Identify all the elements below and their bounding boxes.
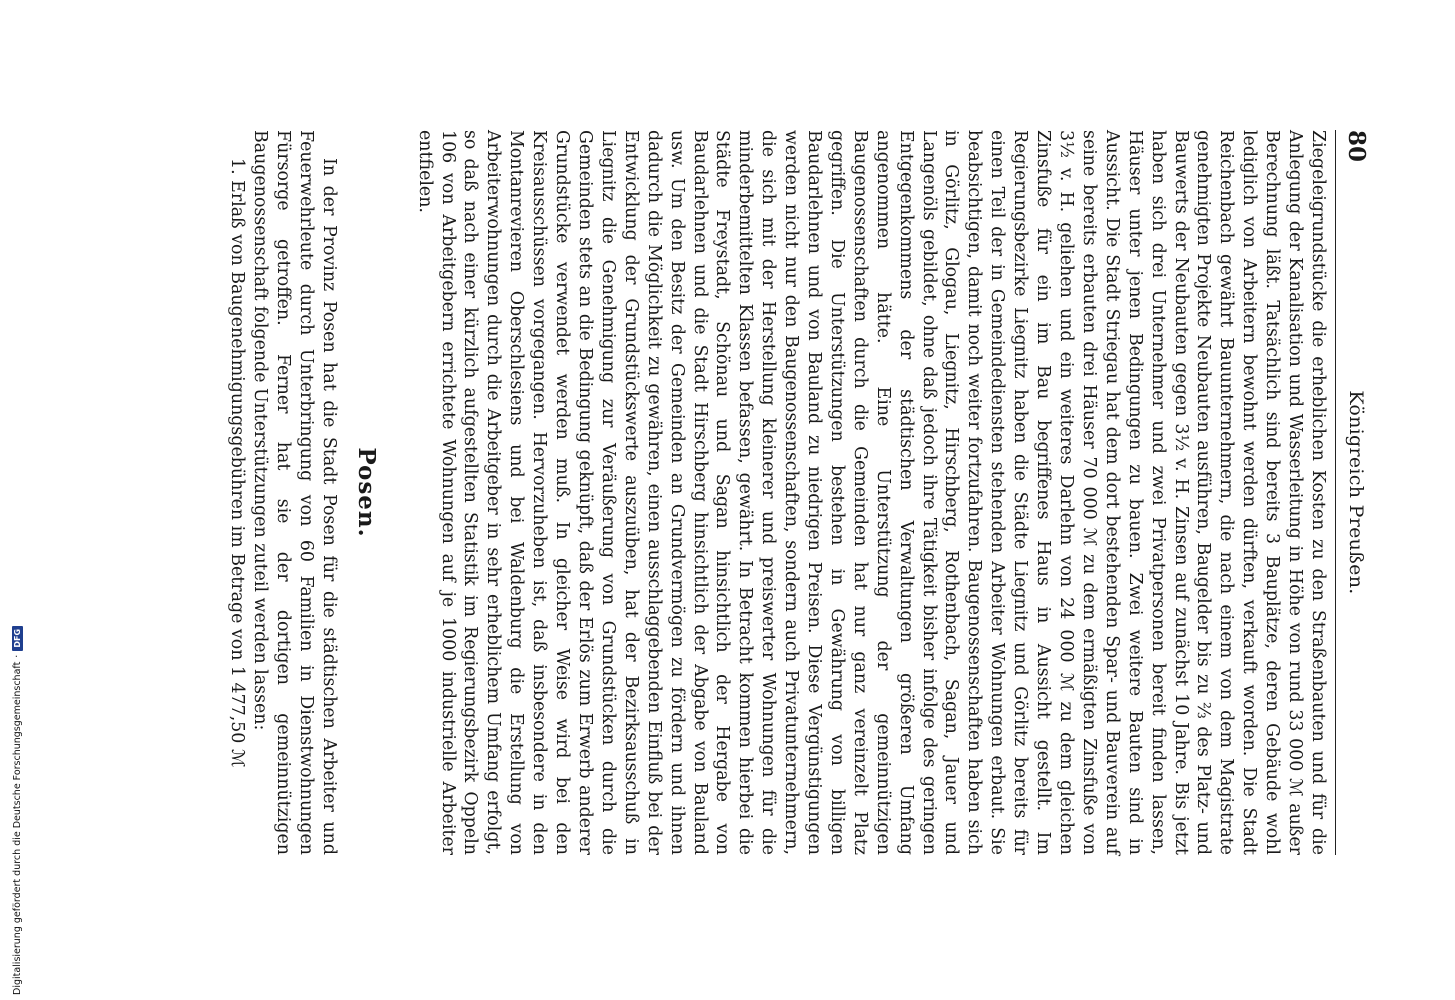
- rotated-page: [227, 130, 1370, 855]
- body-paragraph: Ziegeleigrundstücke die erheblichen Kosten zu den Straßenbauten und für die Anlegung der Kanalisation und Wasserleitung in Höhe von rund 33 000 ℳ außer Berechnung läßt. Tatsächlich sind bereits 3 Bauplätze, deren Gebäude wohl lediglich von Arbeitern bewohnt werden dürften, verkauft worden. Die Stadt Reichenbach gewährt Bauunternehmern, die nach einem von dem Magistrate genehmigten Projekte Neubauten ausführen, Baugelder bis zu ⅔ des Platz- und Bauwerts der Neubauten gegen 3½ v. H. Zinsen auf zunächst 10 Jahre. Bis jetzt haben sich drei Unternehmer und zwei Privatpersonen bereit finden lassen, Häuser unter jenen Bedingungen zu bauen. Zwei weitere Bauten sind in Aussicht. Die Stadt Striegau hat dem dort bestehenden Spar- und Bauverein auf seine bereits erbauten drei Häuser 70 000 ℳ zu dem ermäßigten Zinsfuße von 3½ v. H. geliehen und ein weiteres Darlehn von 24 000 ℳ zu dem gleichen Zinsfuße für ein im Bau begriffenes Haus in Aussicht gestellt. Im Regierungsbezirke Liegnitz haben die Städte Liegnitz und Görlitz bereits für einen Teil der in Gemeindediensten stehenden Arbeiter Wohnungen erbaut. Sie beabsichtigen, damit noch weiter fortzufahren. Baugenossenschaften haben sich in Görlitz, Glogau, Liegnitz, Hirschberg, Rothenbach, Sagan, Jauer und Langenöls gebildet, ohne daß jedoch ihre Tätigkeit bisher infolge des geringen Entgegenkommens der städtischen Verwaltungen größeren Umfang angenommen hätte. Eine Unterstützung der gemeinnützigen Baugenossenschaften durch die Gemeinden hat nur ganz vereinzelt Platz gegriffen. Die Unterstützungen bestehen in Gewährung von billigen Baudarlehnen und von Bauland zu niedrigen Preisen. Diese Vergünstigungen werden nicht nur den Baugenossenschaften, sondern auch Privatunternehmern, die sich mit der Herstellung kleinerer und preiswerter Wohnungen für die minderbemittelten Klassen befassen, gewährt. In Betracht kommen hierbei die Städte Freystadt, Schönau und Sagan hinsichtlich der Hergabe von Baudarlehnen und die Stadt Hirschberg hinsichtlich der Abgabe von Bauland usw. Um den Besitz der Gemeinden an Grundvermögen zu fördern und ihnen dadurch die Möglichkeit zu gewähren, einen ausschlaggebenden Einfluß bei der Entwicklung der Grundstückswerte auszuüben, hat der Bezirksausschuß in Liegnitz die Genehmigung zur Veräußerung von Grundstücken durch die Gemeinden stets an die Bedingung geknüpft, daß der Erlös zum Erwerb anderer Grundstücke verwendet werden muß. In gleicher Weise wird bei den Kreisausschüssen vorgegangen. Hervorzuheben ist, daß insbesondere in den Montanrevieren Oberschlesiens und bei Waldenburg die Erstellung von Arbeiterwohnungen durch die Arbeitgeber in sehr erheblichem Umfang erfolgt, so daß nach einer kürzlich aufgestellten Statistik im Regierungsbezirk Oppeln 106 von Arbeitgebern errichtete Wohnungen auf je 1000 industrielle Arbeiter entfielen.: [414, 130, 1328, 855]
- numbered-list-item: 1. Erlaß von Baugenehmigungsgebühren im Betrage von 1 477,50 ℳ: [227, 158, 248, 768]
- digitization-note: Digitalisierung gefördert durch die Deutsche Forschungsgemeinschaft · DFG: [12, 626, 23, 995]
- dfg-logo: DFG: [12, 626, 23, 651]
- page-body: [225, 130, 1329, 855]
- page-number: 80: [1343, 130, 1370, 163]
- section-intro-paragraph: In der Provinz Posen hat die Stadt Posen für die städtischen Arbeiter und Feuerwehrleute durch Unterbringung von 60 Familien in Dienstwohnungen Fürsorge getroffen. Ferner hat sie der dortigen gemeinnützigen Baugenossenschaft folgende Unterstützungen zuteil werden lassen:: [250, 130, 339, 855]
- running-head: Königreich Preußen.: [1345, 390, 1367, 595]
- section-title: Posen.: [352, 447, 380, 538]
- page-header: [1335, 130, 1370, 855]
- digitization-note-text: Digitalisierung gefördert durch die Deutsche Forschungsgemeinschaft: [12, 661, 23, 995]
